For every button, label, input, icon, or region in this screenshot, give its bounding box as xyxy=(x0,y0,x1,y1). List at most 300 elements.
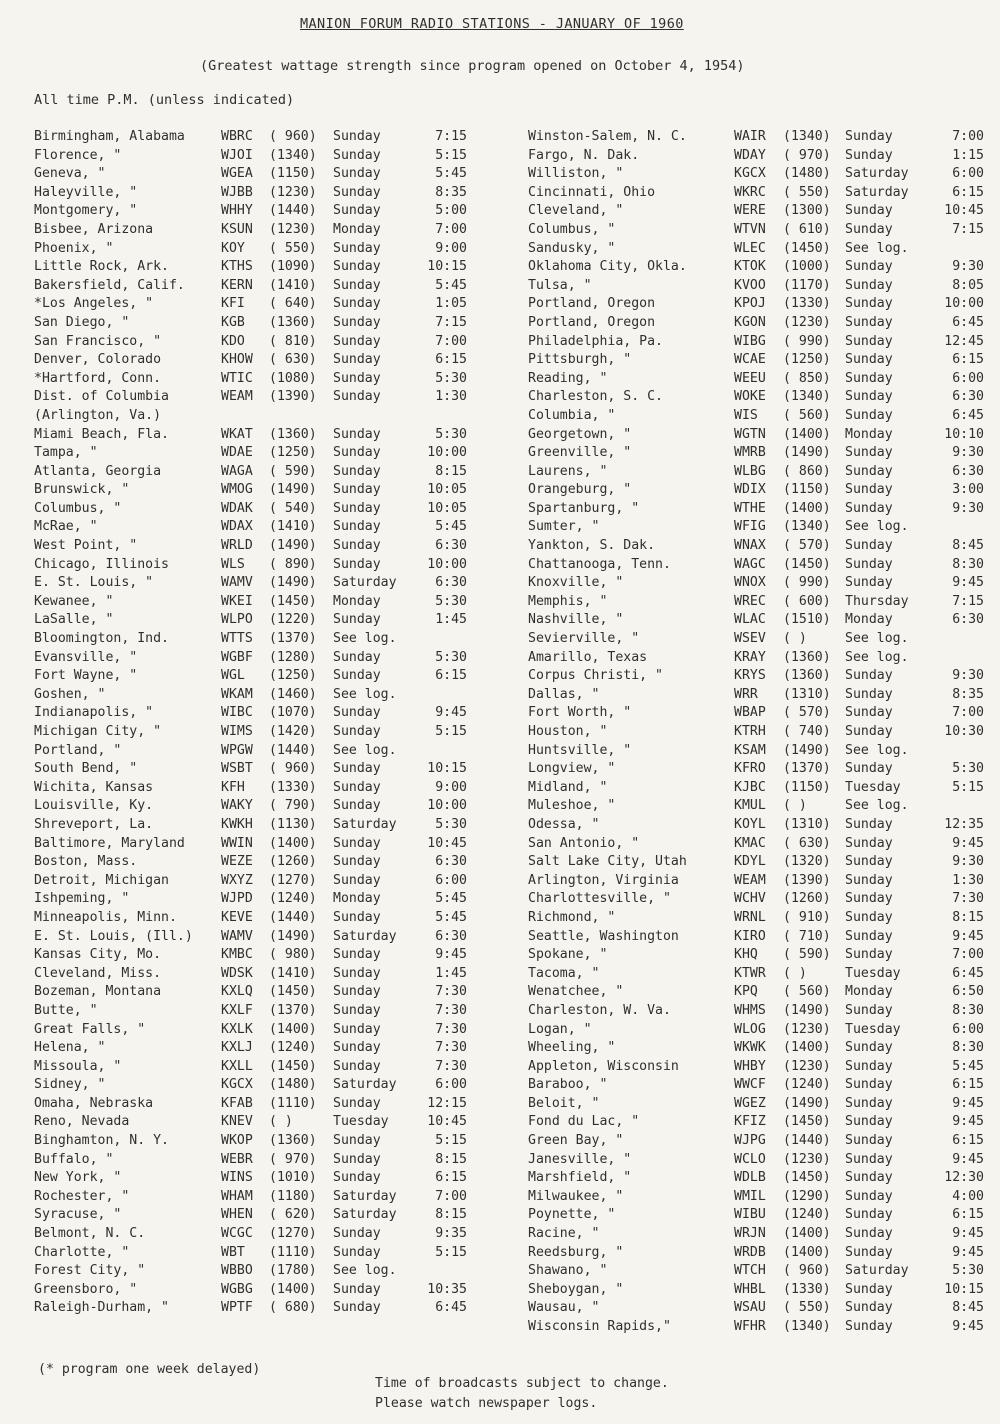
broadcast-day: Sunday xyxy=(333,463,381,479)
frequency: (1150) xyxy=(783,482,831,498)
broadcast-day: Sunday xyxy=(333,203,381,219)
broadcast-time: 6:15 xyxy=(435,668,467,684)
broadcast-time: 4:00 xyxy=(952,1188,984,1204)
broadcast-time: 1:30 xyxy=(435,389,467,405)
city-name: Goshen, " xyxy=(34,686,106,702)
call-letters: WLS xyxy=(221,556,245,572)
call-letters: WDSK xyxy=(221,965,253,981)
city-name: San Francisco, " xyxy=(34,333,162,349)
city-name: Wichita, Kansas xyxy=(34,779,154,795)
broadcast-day: Sunday xyxy=(333,724,381,739)
city-name: Tampa, " xyxy=(34,445,98,461)
city-name: Reedsburg, " xyxy=(528,1244,624,1260)
frequency: (1170) xyxy=(783,277,831,293)
broadcast-time: 12:45 xyxy=(944,333,984,349)
station-row xyxy=(34,426,484,445)
station-row xyxy=(34,574,484,593)
broadcast-day: Thursday xyxy=(845,593,909,609)
station-row xyxy=(34,258,484,277)
broadcast-time: 8:15 xyxy=(435,463,467,479)
frequency: (1450) xyxy=(783,1114,831,1130)
frequency: ( 890) xyxy=(269,556,317,572)
broadcast-time: 10:10 xyxy=(944,426,984,442)
city-name: Belmont, N. C. xyxy=(34,1226,146,1242)
broadcast-time: 5:45 xyxy=(435,166,467,182)
station-row xyxy=(528,611,988,630)
call-letters: WJBB xyxy=(221,184,253,200)
broadcast-time: 9:30 xyxy=(952,445,984,461)
station-row xyxy=(528,574,988,593)
call-letters: WREC xyxy=(734,593,766,609)
frequency: (1490) xyxy=(783,1002,831,1018)
broadcast-day: Monday xyxy=(333,221,381,237)
broadcast-day: Sunday xyxy=(333,947,381,963)
station-row xyxy=(528,742,988,761)
broadcast-time: 8:35 xyxy=(952,686,984,702)
frequency: ( 590) xyxy=(783,947,831,963)
broadcast-time: 10:45 xyxy=(944,203,984,219)
city-name: Orangeburg, " xyxy=(528,482,632,498)
city-name: Geneva, " xyxy=(34,166,106,182)
broadcast-time: 7:00 xyxy=(952,705,984,721)
station-row xyxy=(528,370,988,389)
broadcast-time: 6:00 xyxy=(952,1021,984,1037)
frequency: ( 790) xyxy=(269,798,317,814)
call-letters: KEVE xyxy=(221,909,253,925)
frequency: (1320) xyxy=(783,854,831,870)
station-row xyxy=(528,1206,988,1225)
broadcast-time: 9:45 xyxy=(952,1095,984,1111)
city-name: Birmingham, Alabama xyxy=(34,129,185,144)
broadcast-day: Sunday xyxy=(845,314,893,330)
station-row xyxy=(34,1169,484,1188)
station-row xyxy=(528,1151,988,1170)
city-name: Spokane, " xyxy=(528,947,608,963)
frequency: (1360) xyxy=(269,1133,317,1149)
city-name: Muleshoe, " xyxy=(528,798,616,814)
call-letters: WCGC xyxy=(221,1226,253,1242)
city-name: Cleveland, Miss. xyxy=(34,965,162,981)
station-row xyxy=(34,370,484,389)
call-letters: WRNL xyxy=(734,909,766,925)
broadcast-time: 7:30 xyxy=(435,1058,467,1074)
city-name: Yankton, S. Dak. xyxy=(528,538,656,554)
broadcast-time: 6:15 xyxy=(435,352,467,368)
station-row xyxy=(34,946,484,965)
broadcast-time: 6:15 xyxy=(952,184,984,200)
city-name: Huntsville, " xyxy=(528,742,632,758)
broadcast-day: Sunday xyxy=(333,761,381,777)
broadcast-day: Sunday xyxy=(845,705,893,721)
broadcast-time: 1:30 xyxy=(952,872,984,888)
broadcast-day: Sunday xyxy=(845,761,893,777)
frequency: (1410) xyxy=(269,277,317,293)
station-row xyxy=(528,649,988,668)
city-name: Atlanta, Georgia xyxy=(34,463,162,479)
frequency: (1230) xyxy=(269,184,317,200)
city-name: Green Bay, " xyxy=(528,1133,624,1149)
broadcast-time: 9:30 xyxy=(952,854,984,870)
city-name: Marshfield, " xyxy=(528,1170,632,1186)
broadcast-time: 7:00 xyxy=(435,333,467,349)
frequency: (1240) xyxy=(783,1207,831,1223)
broadcast-day: Sunday xyxy=(845,1281,893,1297)
station-row xyxy=(528,165,988,184)
broadcast-day: Sunday xyxy=(333,649,381,665)
broadcast-day: Sunday xyxy=(333,1002,381,1018)
station-row xyxy=(528,593,988,612)
broadcast-day: Sunday xyxy=(845,221,893,237)
broadcast-time: 10:00 xyxy=(427,798,467,814)
broadcast-day: Sunday xyxy=(845,686,893,702)
city-name: Appleton, Wisconsin xyxy=(528,1058,679,1074)
broadcast-day: Sunday xyxy=(845,277,893,293)
broadcast-day: Saturday xyxy=(845,184,909,200)
broadcast-day: See log. xyxy=(845,631,909,647)
station-row xyxy=(34,295,484,314)
call-letters: KRAY xyxy=(734,649,766,665)
station-row xyxy=(34,481,484,500)
broadcast-day: Sunday xyxy=(333,482,381,498)
call-letters: WHEN xyxy=(221,1207,253,1223)
call-letters: WKOP xyxy=(221,1133,253,1149)
frequency: (1110) xyxy=(269,1244,317,1260)
station-row xyxy=(34,1281,484,1300)
broadcast-time: 1:45 xyxy=(435,965,467,981)
call-letters: WFHR xyxy=(734,1319,766,1334)
call-letters: WIBC xyxy=(221,705,253,721)
frequency: (1400) xyxy=(783,426,831,442)
broadcast-time: 6:15 xyxy=(435,1170,467,1186)
call-letters: KFI xyxy=(221,296,245,312)
broadcast-time: 9:45 xyxy=(952,1151,984,1167)
broadcast-day: Sunday xyxy=(845,500,893,516)
station-row xyxy=(528,518,988,537)
call-letters: WTCH xyxy=(734,1263,766,1279)
station-row xyxy=(34,1188,484,1207)
broadcast-day: Sunday xyxy=(333,705,381,721)
frequency: (1360) xyxy=(269,426,317,442)
station-row xyxy=(528,128,988,147)
station-row xyxy=(528,314,988,333)
call-letters: WINS xyxy=(221,1170,253,1186)
city-name: Fargo, N. Dak. xyxy=(528,147,640,163)
frequency: (1440) xyxy=(783,1133,831,1149)
call-letters: WSEV xyxy=(734,631,766,647)
broadcast-time: 8:30 xyxy=(952,556,984,572)
broadcast-day: Sunday xyxy=(333,1095,381,1111)
call-letters: WTTS xyxy=(221,631,253,647)
broadcast-day: Sunday xyxy=(845,928,893,944)
frequency: (1400) xyxy=(783,1040,831,1056)
call-letters: KGON xyxy=(734,314,766,330)
call-letters: WOKE xyxy=(734,389,766,405)
call-letters: KMAC xyxy=(734,835,766,851)
city-name: *Los Angeles, " xyxy=(34,296,154,312)
station-row xyxy=(528,1299,988,1318)
city-name: Bloomington, Ind. xyxy=(34,631,169,647)
city-name: Seattle, Washington xyxy=(528,928,679,944)
station-row xyxy=(34,537,484,556)
broadcast-day: Sunday xyxy=(333,296,381,312)
page-subtitle: (Greatest wattage strength since program opened on October 4, 1954) xyxy=(200,58,745,74)
left-station-column xyxy=(34,128,484,1318)
frequency: ( 560) xyxy=(783,984,831,1000)
frequency: (1480) xyxy=(783,166,831,182)
frequency: ( 970) xyxy=(783,147,831,163)
frequency: ( 910) xyxy=(783,909,831,925)
broadcast-time: 9:45 xyxy=(435,705,467,721)
station-row xyxy=(34,1076,484,1095)
broadcast-day: See log. xyxy=(333,631,397,647)
frequency: ( 610) xyxy=(783,221,831,237)
frequency: (1080) xyxy=(269,370,317,386)
city-name: Chattanooga, Tenn. xyxy=(528,556,671,572)
station-row xyxy=(34,388,484,407)
broadcast-time: 10:45 xyxy=(427,835,467,851)
call-letters: WGBF xyxy=(221,649,253,665)
station-row xyxy=(528,704,988,723)
broadcast-time: 6:30 xyxy=(435,854,467,870)
station-row xyxy=(34,890,484,909)
frequency: (1250) xyxy=(269,668,317,684)
call-letters: WEEU xyxy=(734,370,766,386)
station-row xyxy=(34,463,484,482)
frequency: (1490) xyxy=(783,1095,831,1111)
call-letters: WMOG xyxy=(221,482,253,498)
city-name: Greenville, " xyxy=(528,445,632,461)
broadcast-day: Sunday xyxy=(845,1002,893,1018)
broadcast-time: 12:35 xyxy=(944,816,984,832)
frequency: (1330) xyxy=(783,1281,831,1297)
frequency: (1230) xyxy=(269,221,317,237)
call-letters: KFIZ xyxy=(734,1114,766,1130)
station-row xyxy=(528,983,988,1002)
broadcast-time: 10:30 xyxy=(944,724,984,739)
frequency: (1270) xyxy=(269,1226,317,1242)
station-row xyxy=(528,295,988,314)
station-row xyxy=(528,1076,988,1095)
city-name: Fort Worth, " xyxy=(528,705,632,721)
broadcast-time: 9:30 xyxy=(952,259,984,275)
call-letters: KXLK xyxy=(221,1021,253,1037)
broadcast-time: 6:00 xyxy=(952,166,984,182)
frequency: ( 590) xyxy=(269,463,317,479)
broadcast-day: Sunday xyxy=(845,296,893,312)
city-name: Little Rock, Ark. xyxy=(34,259,169,275)
call-letters: WGEA xyxy=(221,166,253,182)
city-name: Houston, " xyxy=(528,724,608,739)
frequency: ( 640) xyxy=(269,296,317,312)
station-row xyxy=(34,165,484,184)
city-name: Kewanee, " xyxy=(34,593,114,609)
frequency: (1440) xyxy=(269,203,317,219)
broadcast-time: 5:15 xyxy=(435,147,467,163)
station-row xyxy=(34,351,484,370)
call-letters: WLBG xyxy=(734,463,766,479)
broadcast-day: Sunday xyxy=(845,1226,893,1242)
broadcast-day: Tuesday xyxy=(333,1114,389,1130)
frequency: (1780) xyxy=(269,1263,317,1279)
call-letters: WAMV xyxy=(221,928,253,944)
frequency: (1290) xyxy=(783,1188,831,1204)
call-letters: KTRH xyxy=(734,724,766,739)
frequency: (1360) xyxy=(783,649,831,665)
station-row xyxy=(34,500,484,519)
frequency: (1490) xyxy=(783,742,831,758)
broadcast-time: 9:45 xyxy=(952,1226,984,1242)
broadcast-time: 6:15 xyxy=(952,1133,984,1149)
call-letters: WMIL xyxy=(734,1188,766,1204)
frequency: (1400) xyxy=(783,1244,831,1260)
city-name: Missoula, " xyxy=(34,1058,122,1074)
broadcast-day: Monday xyxy=(333,593,381,609)
broadcast-day: See log. xyxy=(845,742,909,758)
broadcast-day: Sunday xyxy=(333,1040,381,1056)
broadcast-day: See log. xyxy=(845,240,909,256)
broadcast-day: Saturday xyxy=(333,1207,397,1223)
broadcast-time: 6:15 xyxy=(952,1077,984,1093)
frequency: (1230) xyxy=(783,1151,831,1167)
broadcast-day: Sunday xyxy=(333,1244,381,1260)
broadcast-day: Sunday xyxy=(333,612,381,628)
call-letters: WSBT xyxy=(221,761,253,777)
call-letters: WAGC xyxy=(734,556,766,572)
broadcast-day: Sunday xyxy=(333,668,381,684)
city-name: Bakersfield, Calif. xyxy=(34,277,185,293)
call-letters: WCLO xyxy=(734,1151,766,1167)
broadcast-time: 7:00 xyxy=(952,129,984,144)
city-name: Longview, " xyxy=(528,761,616,777)
station-row xyxy=(34,742,484,761)
frequency: (1260) xyxy=(783,891,831,907)
call-letters: WKAM xyxy=(221,686,253,702)
city-name: Philadelphia, Pa. xyxy=(528,333,663,349)
city-name: Arlington, Virginia xyxy=(528,872,679,888)
frequency: (1440) xyxy=(269,909,317,925)
frequency: (1150) xyxy=(783,779,831,795)
broadcast-time: 5:45 xyxy=(952,1058,984,1074)
frequency: (1370) xyxy=(269,1002,317,1018)
call-letters: KOY xyxy=(221,240,245,256)
frequency: (1400) xyxy=(269,835,317,851)
station-row xyxy=(34,797,484,816)
city-name: Wheeling, " xyxy=(528,1040,616,1056)
city-name: Butte, " xyxy=(34,1002,98,1018)
call-letters: WHBY xyxy=(734,1058,766,1074)
call-letters: WDLB xyxy=(734,1170,766,1186)
frequency: ( 630) xyxy=(783,835,831,851)
city-name: Dist. of Columbia xyxy=(34,389,169,405)
city-name: Odessa, " xyxy=(528,816,600,832)
city-name: *Hartford, Conn. xyxy=(34,370,162,386)
city-name: Louisville, Ky. xyxy=(34,798,154,814)
station-row xyxy=(528,500,988,519)
broadcast-time: 6:45 xyxy=(952,965,984,981)
city-name: Portland, Oregon xyxy=(528,296,656,312)
call-letters: WJPD xyxy=(221,891,253,907)
station-row xyxy=(34,147,484,166)
broadcast-day: Sunday xyxy=(845,1170,893,1186)
city-name: Winston-Salem, N. C. xyxy=(528,129,687,144)
broadcast-day: Sunday xyxy=(333,259,381,275)
frequency: (1130) xyxy=(269,816,317,832)
call-letters: KXLJ xyxy=(221,1040,253,1056)
station-row xyxy=(34,816,484,835)
city-name: Portland, Oregon xyxy=(528,314,656,330)
city-name: Midland, " xyxy=(528,779,608,795)
frequency: ( 550) xyxy=(783,184,831,200)
city-name: Bisbee, Arizona xyxy=(34,221,154,237)
city-name: Phoenix, " xyxy=(34,240,114,256)
frequency: ( 970) xyxy=(269,1151,317,1167)
call-letters: WLEC xyxy=(734,240,766,256)
city-name: Richmond, " xyxy=(528,909,616,925)
station-row xyxy=(34,965,484,984)
frequency: (1490) xyxy=(783,445,831,461)
city-name: Williston, " xyxy=(528,166,624,182)
call-letters: KDYL xyxy=(734,854,766,870)
city-name: Boston, Mass. xyxy=(34,854,138,870)
frequency: ( 680) xyxy=(269,1300,317,1316)
broadcast-day: Sunday xyxy=(845,203,893,219)
call-letters: WRDB xyxy=(734,1244,766,1260)
frequency: (1490) xyxy=(269,482,317,498)
broadcast-time: 6:00 xyxy=(435,872,467,888)
city-name: Columbus, " xyxy=(528,221,616,237)
city-name: Brunswick, " xyxy=(34,482,130,498)
station-row xyxy=(528,184,988,203)
broadcast-day: Sunday xyxy=(333,370,381,386)
page-title: MANION FORUM RADIO STATIONS - JANUARY OF 1960 xyxy=(300,16,684,32)
broadcast-time: 9:30 xyxy=(952,668,984,684)
city-name: Wisconsin Rapids," xyxy=(528,1319,671,1334)
call-letters: WEAM xyxy=(734,872,766,888)
call-letters: KPQ xyxy=(734,984,758,1000)
call-letters: KMBC xyxy=(221,947,253,963)
call-letters: WJOI xyxy=(221,147,253,163)
city-name: McRae, " xyxy=(34,519,98,535)
frequency: (1280) xyxy=(269,649,317,665)
station-row xyxy=(34,518,484,537)
station-row xyxy=(34,1151,484,1170)
call-letters: WLPO xyxy=(221,612,253,628)
broadcast-day: Sunday xyxy=(845,1040,893,1056)
city-name: Fort Wayne, " xyxy=(34,668,138,684)
call-letters: WGTN xyxy=(734,426,766,442)
city-name: Syracuse, " xyxy=(34,1207,122,1223)
station-row xyxy=(34,1095,484,1114)
broadcast-day: Sunday xyxy=(333,445,381,461)
station-row xyxy=(34,593,484,612)
city-name: Charleston, W. Va. xyxy=(528,1002,671,1018)
broadcast-time: 5:15 xyxy=(435,1133,467,1149)
call-letters: WHBL xyxy=(734,1281,766,1297)
city-name: San Diego, " xyxy=(34,314,130,330)
station-row xyxy=(34,1113,484,1132)
broadcast-day: Saturday xyxy=(333,816,397,832)
broadcast-day: Tuesday xyxy=(845,1021,901,1037)
call-letters: WXYZ xyxy=(221,872,253,888)
city-name: Salt Lake City, Utah xyxy=(528,854,687,870)
frequency: (1090) xyxy=(269,259,317,275)
city-name: Forest City, " xyxy=(34,1263,146,1279)
frequency: (1240) xyxy=(269,891,317,907)
station-row xyxy=(34,909,484,928)
call-letters: KIRO xyxy=(734,928,766,944)
frequency: (1330) xyxy=(783,296,831,312)
frequency: (1370) xyxy=(783,761,831,777)
